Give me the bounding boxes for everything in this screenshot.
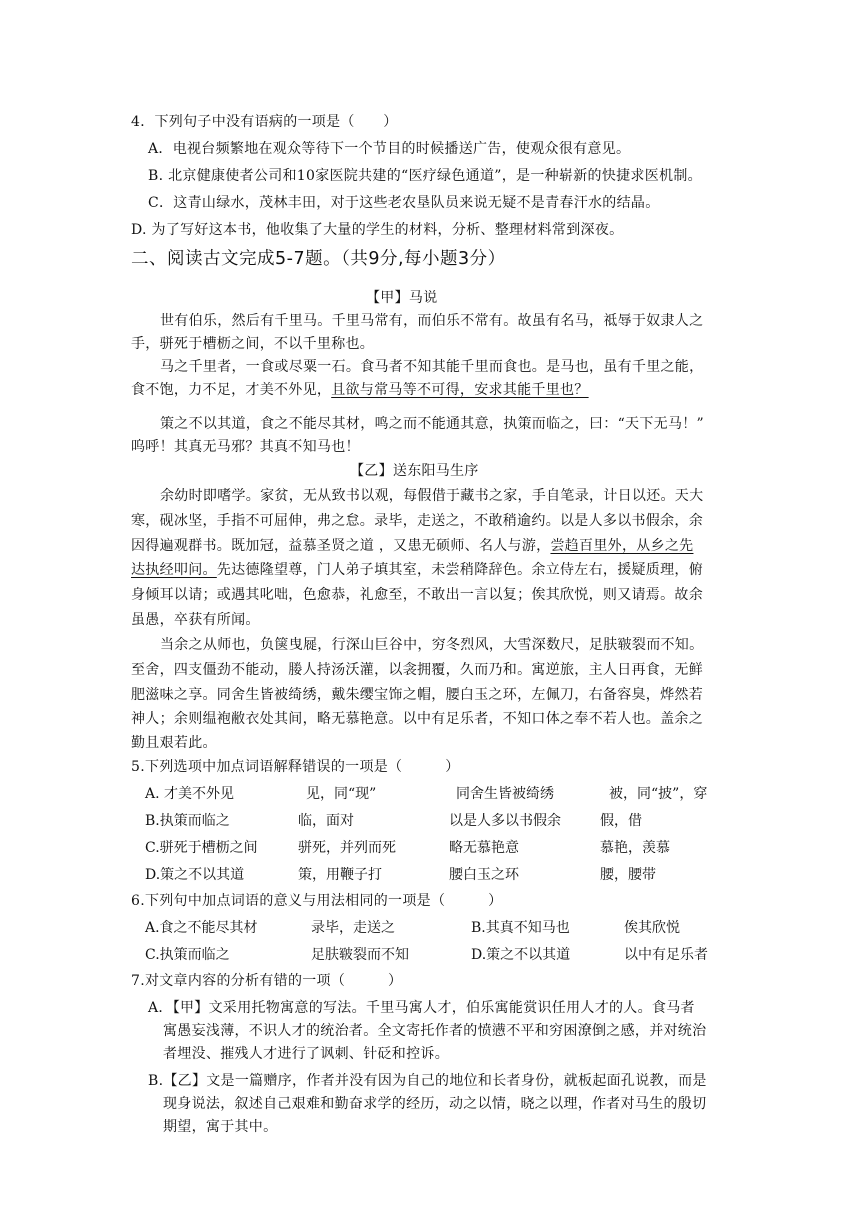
yi-p1-line4 (131, 561, 703, 579)
q5-a-sentence2: 同舍生皆被绮绣 (456, 786, 554, 802)
yi-p1-line6: 虽愚，卒获有所闻。 (131, 612, 260, 628)
q6-c-sentence1: C.执策而临之 (145, 947, 230, 963)
q5-c-gloss2: 慕艳，羡慕 (600, 840, 670, 856)
q7-option-a-line2: 寓愚妄浅薄，不识人才的统治者。全文寄托作者的愤懑不平和穷困潦倒之感，并对统治 (163, 1023, 707, 1039)
jia-p2-line1: 马之千里者，一食或尽粟一石。食马者不知其能千里而食也。是马也，虽有千里之能， (160, 359, 704, 375)
q7-option-b-line3: 期望，寓于其中。 (163, 1119, 278, 1135)
yi-p2-line2: 至舍，四支僵劲不能动，媵人持汤沃灌，以衾拥覆，久而乃和。寓逆旅，主人日再食，无鲜 (131, 662, 703, 678)
q6-b-sentence2: 俟其欣悦 (624, 920, 680, 936)
q6-a-sentence2: 录毕，走送之 (311, 920, 395, 936)
q6-c-sentence2: 足肤皲裂而不知 (311, 947, 409, 963)
q5-b-gloss2: 假，借 (600, 813, 642, 829)
q4-option-a: A．电视台频繁地在观众等待下一个节目的时候播送广告，使观众很有意见。 (148, 141, 631, 157)
yi-title: 【乙】送东阳马生序 (350, 463, 479, 479)
q5-a-sentence: A. 才美不外见 (145, 786, 235, 802)
yi-p2-line5: 勤且艰若此。 (131, 735, 217, 751)
q6-a-sentence1: A.食之不能尽其材 (145, 920, 258, 936)
q4-stem: 4．下列句子中没有语病的一项是（ ） (131, 114, 398, 130)
q7-option-a-line1: A．【甲】文采用托物寓意的写法。千里马寓人才，伯乐寓能赏识任用人才的人。食马者 (148, 1000, 695, 1016)
q6-d-sentence1: D.策之不以其道 (471, 947, 571, 963)
jia-p2-line2 (131, 381, 589, 399)
q5-d-sentence: D.策之不以其道 (145, 867, 245, 883)
q5-d-sentence2: 腰白玉之环 (449, 867, 519, 883)
q5-a-gloss: 见，同“现” (306, 786, 377, 802)
q5-b-gloss: 临，面对 (298, 813, 354, 829)
yi-underlined-sentence-part1: 尝趋百里外，从乡之先 (550, 538, 694, 554)
yi-p1-line3-text: 因得遍观群书。既加冠，益慕圣贤之道 ，又患无硕师、名人与游， (131, 538, 551, 554)
q4-option-b: B. 北京健康使者公司和10家医院共建的“医疗绿色通道”，是一种崭新的快捷求医机制。 (148, 168, 702, 184)
q6-d-sentence2: 以中有足乐者 (624, 947, 708, 963)
q5-d-gloss: 策，用鞭子打 (298, 867, 382, 883)
q5-c-sentence2: 略无慕艳意 (449, 840, 519, 856)
yi-p1-line4-text: 先达德隆望尊，门人弟子填其室，未尝稍降辞色。余立侍左右，援疑质理，俯 (216, 562, 704, 578)
jia-p1-line2: 手，骈死于槽枥之间，不以千里称也。 (131, 336, 375, 352)
q5-b-sentence2: 以是人多以书假余 (449, 813, 561, 829)
q7-option-a-line3: 者埋没、摧残人才进行了讽刺、针砭和控诉。 (163, 1046, 449, 1062)
q5-d-gloss2: 腰，腰带 (600, 867, 656, 883)
yi-underlined-sentence-part2: 达执经叩问。 (131, 562, 217, 578)
q5-stem: 5.下列选项中加点词语解释错误的一项是（ ） (131, 759, 460, 775)
q7-stem: 7.对文章内容的分析有错的一项（ ） (131, 973, 403, 989)
q4-option-d: D. 为了写好这本书，他收集了大量的学生的材料，分析、整理材料常到深夜。 (131, 222, 624, 238)
q5-c-gloss: 骈死，并列而死 (298, 840, 396, 856)
yi-p2-line3: 肥滋味之享。同舍生皆被绮绣，戴朱缨宝饰之帽，腰白玉之环，左佩刀，右备容臭，烨然若 (131, 687, 703, 703)
section-2-title: 二、阅读古文完成5-7题。（共9分,每小题3分） (131, 249, 506, 269)
jia-p2-underlined-sentence: 且欲与常马等不可得，安求其能千里也？ (331, 382, 589, 398)
q6-b-sentence1: B.其真不知马也 (471, 920, 570, 936)
jia-p1-line1: 世有伯乐，然后有千里马。千里马常有，而伯乐不常有。故虽有名马，祗辱于奴隶人之 (160, 313, 704, 329)
yi-p1-line1: 余幼时即嗜学。家贫，无从致书以观，每假借于藏书之家，手自笔录，计日以还。天大 (160, 488, 704, 504)
q4-option-c: C．这青山绿水，茂林丰田，对于这些老农垦队员来说无疑不是青春汗水的结晶。 (148, 195, 660, 211)
yi-p2-line1: 当余之从师也，负箧曳屣，行深山巨谷中，穷冬烈风，大雪深数尺，足肤皲裂而不知。 (160, 637, 704, 653)
yi-p2-line4: 神人；余则缊袍敝衣处其间，略无慕艳意。以中有足乐者，不知口体之奉不若人也。盖余之 (131, 711, 703, 727)
yi-p1-line5: 身倾耳以请；或遇其叱咄，色愈恭，礼愈至，不敢出一言以复；俟其欣悦，则又请焉。故余 (131, 587, 703, 603)
q5-c-sentence: C.骈死于槽枥之间 (145, 840, 258, 856)
jia-title: 【甲】马说 (366, 290, 438, 306)
q5-a-gloss2: 被，同“披”，穿 (609, 786, 708, 802)
q5-b-sentence: B.执策而临之 (145, 813, 230, 829)
q6-stem: 6.下列句中加点词语的意义与用法相同的一项是（ ） (131, 893, 503, 909)
jia-p3-line2: 呜呼！其真无马邪？其真不知马也！ (131, 439, 360, 455)
yi-p1-line3 (131, 537, 693, 555)
q7-option-b-line1: B.【乙】文是一篇赠序，作者并没有因为自己的地位和长者身份，就板起面孔说教，而是 (148, 1073, 707, 1089)
q7-option-b-line2: 现身说法，叙述自己艰难和勤奋求学的经历，动之以情，晓之以理，作者对马生的殷切 (163, 1096, 707, 1112)
yi-p1-line2: 寒，砚冰坚，手指不可屈伸，弗之怠。录毕，走送之，不敢稍逾约。以是人多以书假余，余 (131, 513, 703, 529)
jia-p2-line2-text: 食不饱，力不足，才美不外见， (131, 382, 332, 398)
jia-p3-line1: 策之不以其道，食之不能尽其材，鸣之而不能通其意，执策而临之，曰：“天下无马！” (160, 416, 705, 432)
